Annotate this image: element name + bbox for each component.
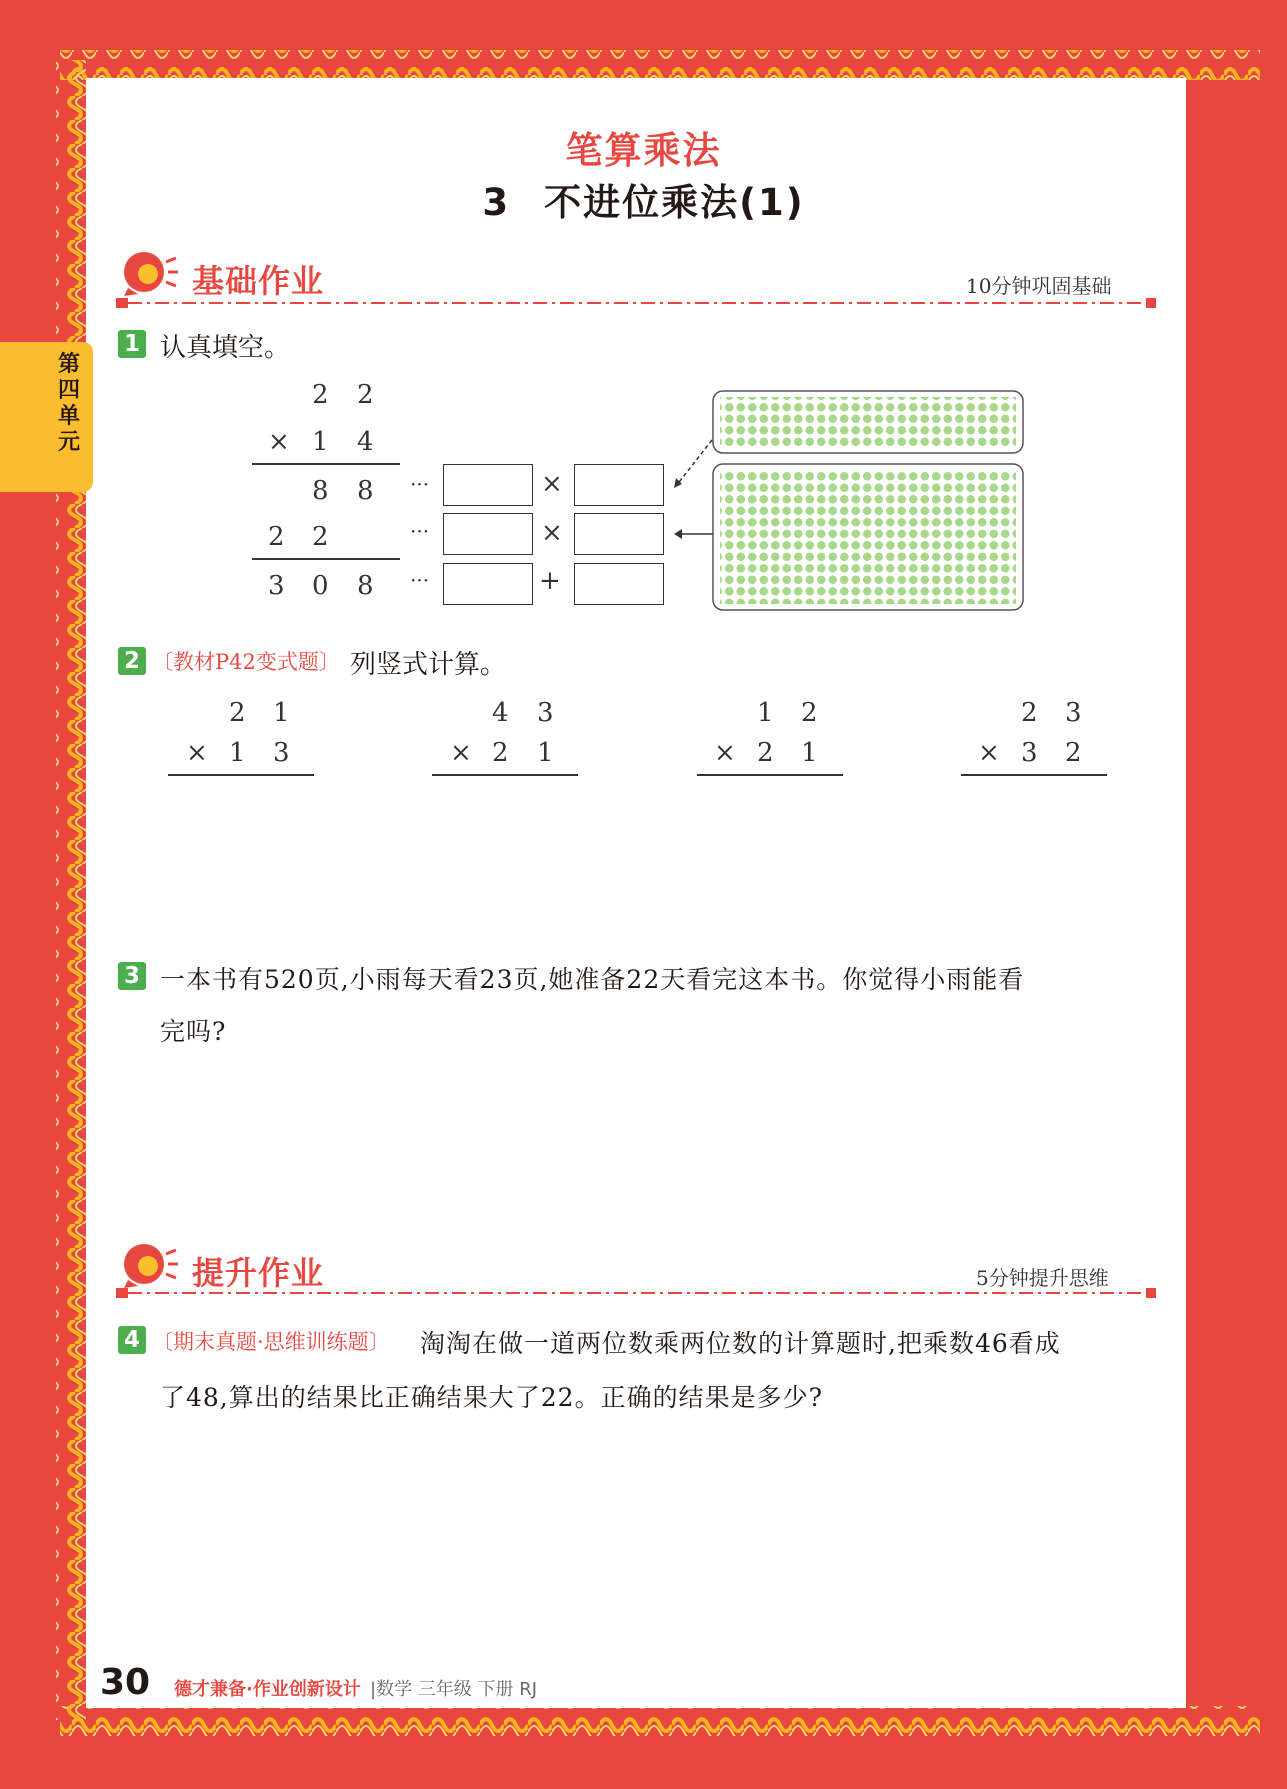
q2-p4-top-d2: 3 (1065, 698, 1082, 728)
bulb-icon (118, 248, 180, 300)
q2-p1-top-d1: 2 (229, 698, 246, 728)
q1-bottom-d1: 1 (312, 427, 329, 457)
q1-number: 1 (118, 330, 146, 358)
q2-p2-top-d2: 3 (537, 698, 554, 728)
q2-p3-bot-d2: 1 (801, 738, 818, 768)
q4-line-2: 了48,算出的结果比正确结果大了22。正确的结果是多少? (160, 1383, 823, 1412)
lesson-name: 不进位乘法(1) (544, 181, 805, 224)
q1-op-2: × (541, 518, 563, 548)
q1-dots-3: ··· (410, 568, 430, 592)
q3-line-2: 完吗? (160, 1017, 227, 1046)
page-body (86, 78, 1186, 1708)
q3-line-1: 一本书有520页,小雨每天看23页,她准备22天看完这本书。你觉得小雨能看 (160, 965, 1025, 994)
q2-p3-line (697, 774, 843, 776)
q1-p1-d2: 8 (357, 476, 374, 506)
q2-p1-line (168, 774, 314, 776)
q1-answer-box-3b[interactable] (574, 563, 664, 605)
q1-top-d2: 2 (357, 380, 374, 410)
q2-number: 2 (118, 647, 146, 675)
q4-line-1: 淘淘在做一道两位数乘两位数的计算题时,把乘数46看成 (420, 1329, 1061, 1358)
q2-p4-bot-d2: 2 (1065, 738, 1082, 768)
bulb-icon-2 (118, 1240, 180, 1292)
side-tab (0, 342, 93, 492)
q1-answer-box-3a[interactable] (443, 563, 533, 605)
q1-op-1: × (541, 469, 563, 499)
q1-op-3: + (539, 566, 561, 596)
q2-p3-top-d1: 1 (757, 698, 774, 728)
q2-p3-times: × (714, 738, 736, 768)
q2-p1-bot-d1: 1 (229, 738, 246, 768)
footer-brand: 德才兼备·作业创新设计 (174, 1679, 361, 1700)
q2-tag: 〔教材P42变式题〕 (152, 650, 340, 674)
q2-p4-bot-d1: 3 (1021, 738, 1038, 768)
q1-top-d1: 2 (312, 380, 329, 410)
q2-p1-top-d2: 1 (273, 698, 290, 728)
section-advanced-divider (116, 1286, 1160, 1300)
lesson-number: 3 (482, 181, 511, 224)
q2-p3-top-d2: 2 (801, 698, 818, 728)
q1-result-d3: 8 (357, 571, 374, 601)
q4-number: 4 (118, 1326, 146, 1354)
q2-p4-top-d1: 2 (1021, 698, 1038, 728)
q1-dots-1: ··· (410, 472, 430, 496)
q1-text: 认真填空。 (160, 333, 291, 363)
q4-tag: 〔期末真题·思维训练题〕 (152, 1330, 390, 1354)
q1-arrow-solid (672, 526, 716, 542)
q1-line-1 (252, 463, 400, 465)
q2-p2-bot-d2: 1 (537, 738, 554, 768)
q1-answer-box-2b[interactable] (574, 513, 664, 555)
q2-p4-times: × (978, 738, 1000, 768)
chapter-title: 笔算乘法 (565, 129, 722, 172)
q1-p2-d2: 2 (312, 522, 329, 552)
q1-answer-box-1b[interactable] (574, 464, 664, 506)
q1-result-d1: 3 (268, 571, 285, 601)
q2-p1-bot-d2: 3 (273, 738, 290, 768)
q1-arrows (670, 430, 716, 530)
q2-p2-bot-d1: 2 (492, 738, 509, 768)
q2-p2-top-d1: 4 (492, 698, 509, 728)
q2-p4-line (961, 774, 1107, 776)
q1-line-2 (252, 558, 400, 560)
q2-p2-line (432, 774, 578, 776)
side-tab-label: 第四单元 (58, 352, 81, 455)
q3-number: 3 (118, 962, 146, 990)
page-number: 30 (100, 1662, 151, 1703)
q1-dots-2: ··· (410, 519, 430, 543)
section-advanced-title: 提升作业 (192, 1254, 325, 1292)
section-advanced-note: 5分钟提升思维 (976, 1266, 1109, 1290)
lesson-title (0, 172, 1287, 226)
footer-subtitle: |数学 三年级 下册 RJ (370, 1679, 538, 1700)
q1-p1-d1: 8 (312, 476, 329, 506)
q1-p2-d1: 2 (268, 522, 285, 552)
q1-times-sign: × (268, 427, 290, 457)
q1-answer-box-2a[interactable] (443, 513, 533, 555)
section-basic-divider (116, 296, 1160, 310)
q2-p2-times: × (450, 738, 472, 768)
q2-p1-times: × (186, 738, 208, 768)
q2-p3-bot-d1: 2 (757, 738, 774, 768)
q1-dot-array (712, 390, 1024, 612)
section-basic-title: 基础作业 (192, 262, 325, 300)
q1-bottom-d2: 4 (357, 427, 374, 457)
q1-answer-box-1a[interactable] (443, 464, 533, 506)
section-basic-note: 10分钟巩固基础 (966, 274, 1112, 298)
q2-text: 列竖式计算。 (350, 650, 507, 680)
q1-result-d2: 0 (312, 571, 329, 601)
